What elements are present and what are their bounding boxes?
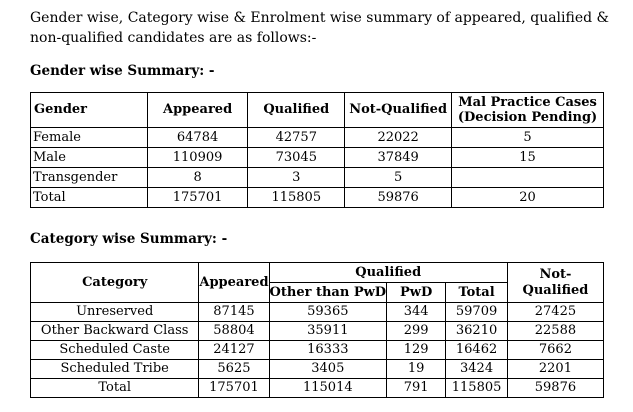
pwd-cell: 299 — [387, 322, 446, 341]
not-qualified-cell: 7662 — [507, 341, 603, 360]
mal-cell: 15 — [452, 148, 604, 168]
table-row — [31, 128, 604, 148]
not-qualified-cell: 59876 — [345, 188, 452, 208]
gender-cell: Male — [31, 148, 148, 168]
category-cell: Unreserved — [31, 303, 199, 322]
mal-practice-header — [452, 93, 604, 128]
not-qualified-cell: 27425 — [507, 303, 603, 322]
gender-cell: Total — [31, 188, 148, 208]
total-cell: 36210 — [446, 322, 508, 341]
total-cell: 3424 — [446, 360, 508, 379]
table-row — [31, 322, 604, 341]
pwd-cell: 129 — [387, 341, 446, 360]
not-qualified-cell: 22588 — [507, 322, 603, 341]
table-row — [31, 168, 604, 188]
total-cell: 16462 — [446, 341, 508, 360]
category-summary-heading: Category wise Summary: - — [30, 231, 228, 247]
category-header-row-1 — [31, 263, 604, 283]
table-row — [31, 379, 604, 398]
qualified-cell: 73045 — [248, 148, 345, 168]
pwd-cell: 344 — [387, 303, 446, 322]
other-than-pwd-cell: 3405 — [269, 360, 387, 379]
category-cell: Scheduled Tribe — [31, 360, 199, 379]
total-cell: 59709 — [446, 303, 508, 322]
table-row — [31, 148, 604, 168]
gender-header-row — [31, 93, 604, 128]
qualified-cell: 42757 — [248, 128, 345, 148]
other-than-pwd-cell: 35911 — [269, 322, 387, 341]
table-row — [31, 360, 604, 379]
category-not-qualified-header — [507, 263, 603, 303]
category-header: Category — [31, 263, 199, 303]
table-row — [31, 303, 604, 322]
mal-cell: 20 — [452, 188, 604, 208]
qualified-cell: 115805 — [248, 188, 345, 208]
appeared-cell: 175701 — [147, 188, 248, 208]
appeared-cell: 64784 — [147, 128, 248, 148]
other-than-pwd-cell: 115014 — [269, 379, 387, 398]
total-header: Total — [446, 283, 508, 303]
table-row — [31, 341, 604, 360]
mal-practice-header-line1: Mal Practice Cases — [458, 95, 597, 110]
pwd-cell: 19 — [387, 360, 446, 379]
category-qualified-header: Qualified — [269, 263, 507, 283]
not-qualified-header-line2: Qualified — [522, 282, 589, 298]
not-qualified-cell: 59876 — [507, 379, 603, 398]
intro-paragraph: Gender wise, Category wise & Enrolment wise summary of appeared, qualified & non-qualified candidates are as follows:- — [30, 10, 610, 46]
appeared-cell: 58804 — [199, 322, 269, 341]
appeared-cell: 110909 — [147, 148, 248, 168]
other-than-pwd-cell: 59365 — [269, 303, 387, 322]
appeared-cell: 24127 — [199, 341, 269, 360]
not-qualified-header: Not-Qualified — [345, 93, 452, 128]
other-than-pwd-cell: 16333 — [269, 341, 387, 360]
category-cell: Scheduled Caste — [31, 341, 199, 360]
not-qualified-cell: 2201 — [507, 360, 603, 379]
gender-summary-table — [30, 92, 604, 208]
mal-cell — [452, 168, 604, 188]
mal-practice-header-line2: (Decision Pending) — [457, 110, 598, 125]
not-qualified-cell: 5 — [345, 168, 452, 188]
category-appeared-header: Appeared — [199, 263, 269, 303]
gender-summary-heading: Gender wise Summary: - — [30, 63, 215, 79]
mal-cell: 5 — [452, 128, 604, 148]
gender-table-body — [31, 128, 604, 208]
appeared-cell: 8 — [147, 168, 248, 188]
not-qualified-cell: 22022 — [345, 128, 452, 148]
appeared-cell: 175701 — [199, 379, 269, 398]
qualified-header: Qualified — [248, 93, 345, 128]
category-cell: Other Backward Class — [31, 322, 199, 341]
gender-cell: Transgender — [31, 168, 148, 188]
other-than-pwd-header: Other than PwD — [269, 283, 387, 303]
gender-header: Gender — [31, 93, 148, 128]
gender-cell: Female — [31, 128, 148, 148]
table-row — [31, 188, 604, 208]
category-summary-table — [30, 262, 604, 398]
not-qualified-header-line1: Not- — [539, 266, 572, 282]
appeared-cell: 87145 — [199, 303, 269, 322]
not-qualified-cell: 37849 — [345, 148, 452, 168]
appeared-header: Appeared — [147, 93, 248, 128]
qualified-cell: 3 — [248, 168, 345, 188]
category-cell: Total — [31, 379, 199, 398]
category-table-body — [31, 303, 604, 398]
pwd-header: PwD — [387, 283, 446, 303]
total-cell: 115805 — [446, 379, 508, 398]
appeared-cell: 5625 — [199, 360, 269, 379]
pwd-cell: 791 — [387, 379, 446, 398]
